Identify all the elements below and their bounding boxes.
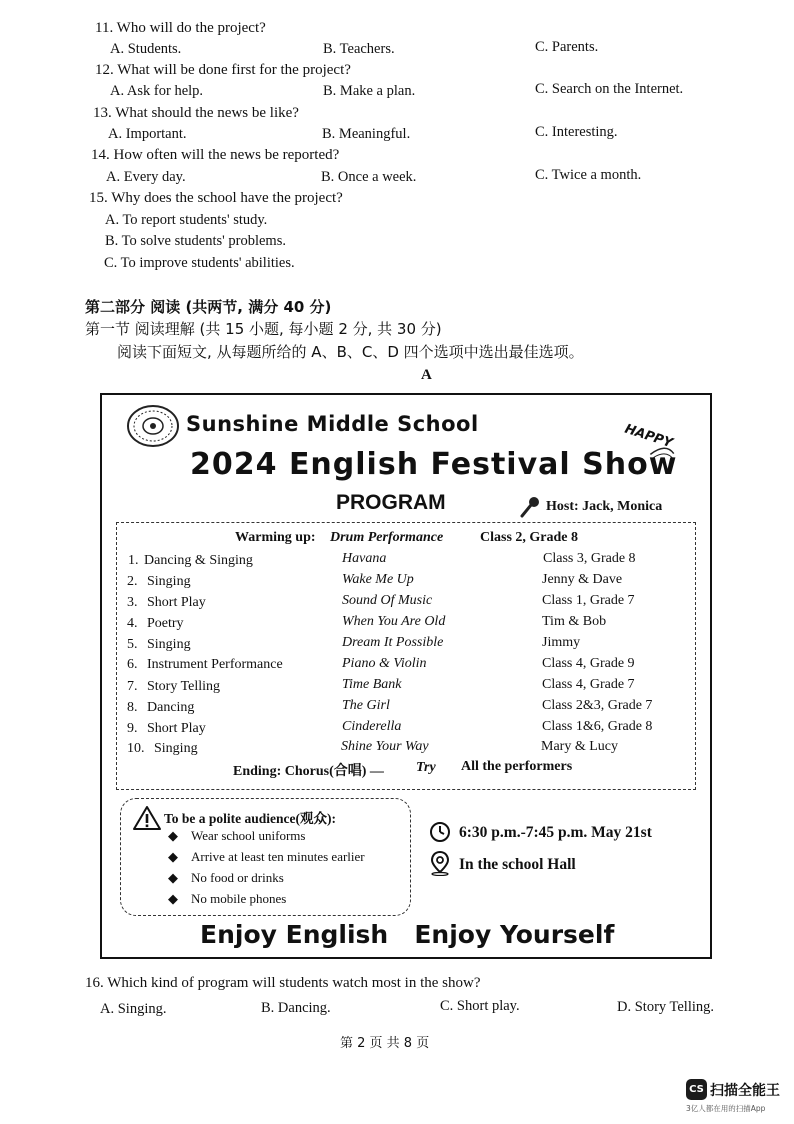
camscanner-tagline: 3亿人都在用的扫描App (686, 1104, 766, 1113)
program-item-performer: Class 1, Grade 7 (542, 593, 635, 608)
q14-stem: 14. How often will the news be reported? (91, 147, 340, 163)
program-item-num: 2. (127, 574, 138, 589)
program-item-num: 7. (127, 679, 138, 694)
q16-option-a: A. Singing. (100, 1001, 167, 1017)
q11-option-a: A. Students. (110, 41, 182, 57)
program-item-num: 4. (127, 616, 138, 631)
q16-option-d: D. Story Telling. (617, 999, 714, 1015)
program-item-num: 1. (128, 553, 139, 568)
clock-icon (429, 821, 451, 843)
q14-option-a: A. Every day. (106, 169, 186, 185)
program-item-performer: Class 3, Grade 8 (543, 551, 636, 566)
warmup-performer: Class 2, Grade 8 (480, 530, 578, 545)
q15-option-b: B. To solve students' problems. (105, 233, 286, 249)
program-item-performer: Jimmy (542, 635, 581, 650)
q15-stem: 15. Why does the school have the project? (89, 190, 343, 206)
audience-title: To be a polite audience(观众): (164, 811, 336, 826)
program-item-title: When You Are Old (342, 614, 446, 629)
program-item-num: 5. (127, 637, 138, 652)
program-item-title: Time Bank (342, 677, 402, 692)
page-number: 第 2 页 共 8 页 (340, 1036, 430, 1051)
program-item-performer: Jenny & Dave (542, 572, 623, 587)
program-item-performer: Class 1&6, Grade 8 (542, 719, 653, 734)
program-item-title: Wake Me Up (342, 572, 414, 587)
q14-option-c: C. Twice a month. (535, 167, 642, 183)
program-item-title: Piano & Violin (342, 656, 427, 671)
audience-rule: Wear school uniforms (191, 828, 306, 843)
q13-option-b: B. Meaningful. (322, 126, 411, 142)
rule-bullet-icon: ◆ (168, 828, 178, 843)
q16-option-b: B. Dancing. (261, 1000, 331, 1016)
program-item-title: Havana (342, 551, 387, 566)
audience-rule: No mobile phones (191, 891, 287, 906)
program-item-type: Singing (147, 637, 191, 652)
q12-option-c: C. Search on the Internet. (535, 81, 684, 97)
program-item-type: Singing (147, 574, 191, 589)
program-item-type: Short Play (147, 721, 206, 736)
program-item-performer: Tim & Bob (542, 614, 607, 629)
warmup-show: Drum Performance (330, 530, 444, 545)
warning-icon (132, 805, 162, 831)
show-place: In the school Hall (459, 856, 576, 873)
location-pin-icon (429, 850, 451, 876)
program-heading: PROGRAM (336, 491, 446, 514)
q11-stem: 11. Who will do the project? (95, 20, 266, 36)
q11-option-b: B. Teachers. (323, 41, 395, 57)
rule-bullet-icon: ◆ (168, 870, 178, 885)
ending-performer: All the performers (461, 759, 573, 774)
program-item-title: Sound Of Music (342, 593, 433, 608)
school-emblem-icon (126, 404, 180, 448)
program-item-title: The Girl (342, 698, 390, 713)
program-item-num: 3. (127, 595, 138, 610)
q16-option-c: C. Short play. (440, 998, 520, 1014)
q13-option-a: A. Important. (108, 126, 187, 142)
q13-stem: 13. What should the news be like? (93, 105, 299, 121)
q12-stem: 12. What will be done first for the project? (95, 62, 351, 78)
q12-option-b: B. Make a plan. (323, 83, 416, 99)
q15-option-c: C. To improve students' abilities. (104, 255, 295, 271)
warmup-label: Warming up: (235, 530, 316, 545)
program-item-title: Shine Your Way (341, 739, 429, 754)
camscanner-logo-icon (686, 1079, 707, 1100)
school-name: Sunshine Middle School (186, 412, 479, 436)
ending-show: Try (416, 760, 436, 775)
program-item-performer: Class 4, Grade 7 (542, 677, 635, 692)
audience-rule: No food or drinks (191, 870, 284, 885)
festival-title: 2024 English Festival Show (190, 447, 678, 482)
program-item-performer: Mary & Lucy (541, 739, 618, 754)
happy-badge-text: HAPPY (622, 421, 675, 452)
q13-option-c: C. Interesting. (535, 124, 618, 140)
host-names: Host: Jack, Monica (546, 499, 663, 514)
part-title: 第二部分 阅读 (共两节, 满分 40 分) (85, 298, 332, 316)
program-item-performer: Class 4, Grade 9 (542, 656, 635, 671)
rule-bullet-icon: ◆ (168, 849, 178, 864)
rule-bullet-icon: ◆ (168, 891, 178, 906)
program-item-type: Instrument Performance (147, 657, 283, 672)
program-item-type: Short Play (147, 595, 206, 610)
program-item-num: 9. (127, 721, 138, 736)
q16-stem: 16. Which kind of program will students watch most in the show? (85, 975, 481, 991)
q14-option-b: B. Once a week. (321, 169, 417, 185)
q11-option-c: C. Parents. (535, 39, 599, 55)
ending-label: Ending: Chorus(合唱) — (233, 764, 384, 779)
q12-option-a: A. Ask for help. (110, 83, 204, 99)
program-item-num: 6. (127, 657, 138, 672)
program-item-type: Dancing (147, 700, 195, 715)
program-item-type: Poetry (147, 616, 184, 631)
camscanner-name: 扫描全能王 (710, 1083, 780, 1099)
slogan: Enjoy English Enjoy Yourself (200, 920, 615, 949)
program-item-performer: Class 2&3, Grade 7 (542, 698, 653, 713)
program-item-num: 10. (127, 741, 145, 756)
program-item-title: Dream It Possible (342, 635, 444, 650)
audience-rule: Arrive at least ten minutes earlier (191, 849, 365, 864)
show-time: 6:30 p.m.-7:45 p.m. May 21st (459, 824, 652, 841)
camscanner-logo-text: CS (689, 1084, 704, 1095)
reading-instruction: 阅读下面短文, 从每题所给的 A、B、C、D 四个选项中选出最佳选项。 (117, 343, 584, 361)
program-item-num: 8. (127, 700, 138, 715)
program-item-title: Cinderella (342, 719, 402, 734)
program-item-type: Singing (154, 741, 198, 756)
q15-option-a: A. To report students' study. (105, 212, 268, 228)
program-item-type: Story Telling (147, 679, 221, 694)
passage-label: A (421, 367, 432, 383)
microphone-icon (518, 495, 542, 519)
section-subtitle: 第一节 阅读理解 (共 15 小题, 每小题 2 分, 共 30 分) (85, 320, 442, 338)
program-item-type: Dancing & Singing (144, 553, 253, 568)
